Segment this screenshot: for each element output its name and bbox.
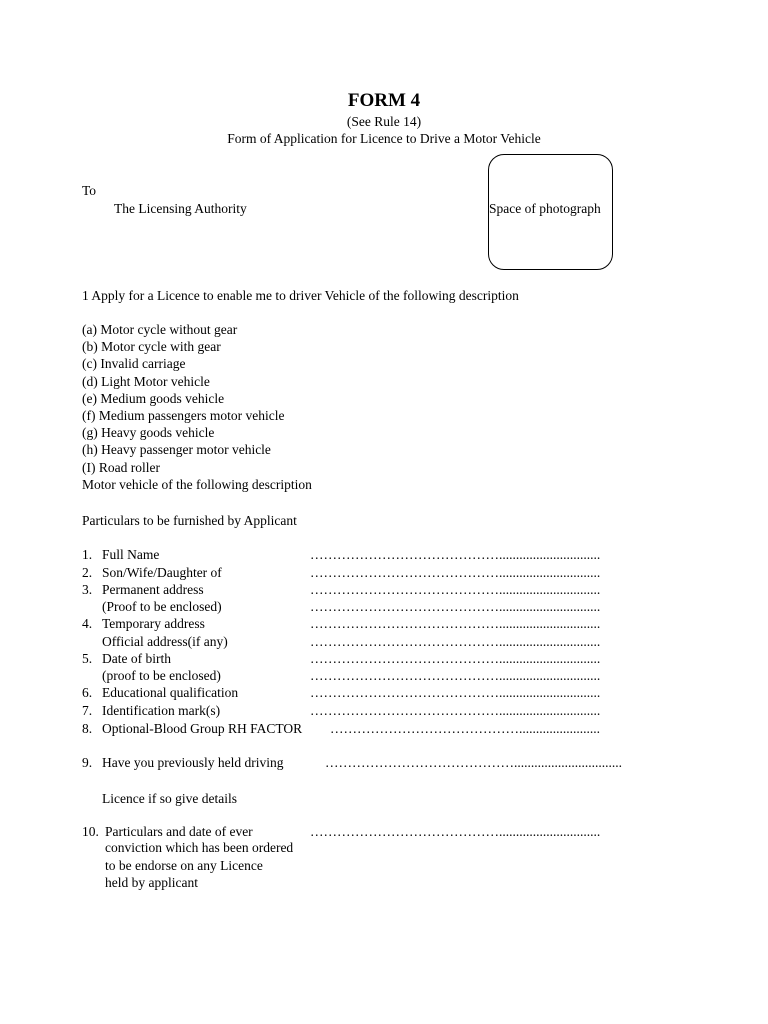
vehicle-item: (I) Road roller (82, 459, 160, 475)
particular-row: 5. Date of birth …………………………………….............................. (82, 651, 601, 666)
vehicle-item: (c) Invalid carriage (82, 356, 186, 372)
photo-box (488, 154, 613, 270)
rule-reference: (See Rule 14) (346, 114, 422, 129)
vehicle-item: (f) Medium passengers motor vehicle (82, 407, 285, 423)
particular-label: Have you previously held driving (102, 755, 284, 770)
particular-row: 10. Particulars and date of ever …………………………………….............................. (82, 824, 601, 839)
fill-in-line[interactable]: …………………………………….............................. (310, 565, 601, 580)
fill-in-line[interactable]: …………………………………….............................. (310, 582, 601, 597)
item9-continuation: Licence if so give details (102, 791, 237, 806)
vehicle-item: (a) Motor cycle without gear (82, 322, 238, 337)
particular-row: 3. Permanent address …………………………………….............................. (82, 582, 601, 597)
particular-label: Full Name (102, 547, 160, 562)
fill-in-line[interactable]: …………………………………….............................. (310, 547, 601, 562)
fill-in-line[interactable]: …………………………………….............................. (310, 616, 601, 631)
particular-row: 9. Have you previously held driving ……………………………………................................ (82, 755, 622, 770)
particular-label: Identification mark(s) (102, 703, 221, 718)
item10-continuation: conviction which has been ordered to be endorse on any Licence held by applicant (105, 840, 294, 890)
particular-row: 7. Identification mark(s) …………………………………….............................. (82, 703, 601, 718)
particular-label: Educational qualification (102, 685, 239, 700)
fill-in-line[interactable]: ……………………………………........................ (330, 721, 600, 736)
address-to: To (82, 183, 97, 198)
particular-row: 1. Full Name …………………………………….............................. (82, 547, 601, 562)
fill-in-line[interactable]: …………………………………….............................. (310, 651, 601, 666)
particular-label: Official address(if any) (102, 634, 228, 649)
particular-label: (Proof to be enclosed) (102, 599, 222, 614)
particular-row (82, 667, 682, 684)
fill-in-line[interactable]: …………………………………….............................. (310, 703, 601, 718)
form-title: FORM 4 (347, 90, 421, 111)
fill-in-line[interactable]: …………………………………….............................. (310, 685, 601, 700)
particular-label: Temporary address (102, 616, 205, 631)
particulars-heading: Particulars to be furnished by Applicant (82, 513, 297, 528)
particular-label: Permanent address (102, 582, 204, 597)
particular-row: 4. Temporary address …………………………………….............................. (82, 616, 601, 631)
vehicle-footer: Motor vehicle of the following description (82, 476, 312, 492)
vehicle-list (82, 321, 312, 493)
particular-label: Son/Wife/Daughter of (102, 565, 222, 580)
particular-label: Particulars and date of ever (105, 824, 253, 839)
particular-row (82, 598, 682, 615)
fill-in-line[interactable]: …………………………………….............................. (310, 668, 601, 683)
licensing-authority: The Licensing Authority (114, 201, 247, 216)
particular-label: Date of birth (102, 651, 171, 666)
fill-in-line[interactable]: …………………………………….............................. (310, 599, 601, 614)
form-subtitle: Form of Application for Licence to Drive a Motor Vehicle (227, 131, 541, 146)
particular-row (82, 633, 682, 650)
fill-in-line[interactable]: …………………………………….............................. (310, 634, 601, 649)
vehicle-item: (b) Motor cycle with gear (82, 339, 221, 355)
particular-label: (proof to be enclosed) (102, 668, 221, 683)
fill-in-line[interactable]: …………………………………….............................. (310, 824, 601, 839)
fill-in-line[interactable]: ……………………………………................................ (325, 755, 622, 770)
vehicle-item: (h) Heavy passenger motor vehicle (82, 442, 271, 458)
particular-row: 8. Optional-Blood Group RH FACTOR ……………………………………........................ (82, 721, 600, 736)
vehicle-item: (e) Medium goods vehicle (82, 390, 225, 406)
photo-label: Space of photograph (489, 201, 601, 216)
application-intro: 1 Apply for a Licence to enable me to driver Vehicle of the following description (82, 288, 519, 303)
particular-row: 2. Son/Wife/Daughter of …………………………………….............................. (82, 565, 601, 580)
vehicle-item: (g) Heavy goods vehicle (82, 425, 215, 441)
vehicle-item: (d) Light Motor vehicle (82, 373, 210, 389)
particular-row: 6. Educational qualification …………………………………….............................. (82, 685, 601, 700)
particular-label: Optional-Blood Group RH FACTOR (102, 721, 303, 736)
